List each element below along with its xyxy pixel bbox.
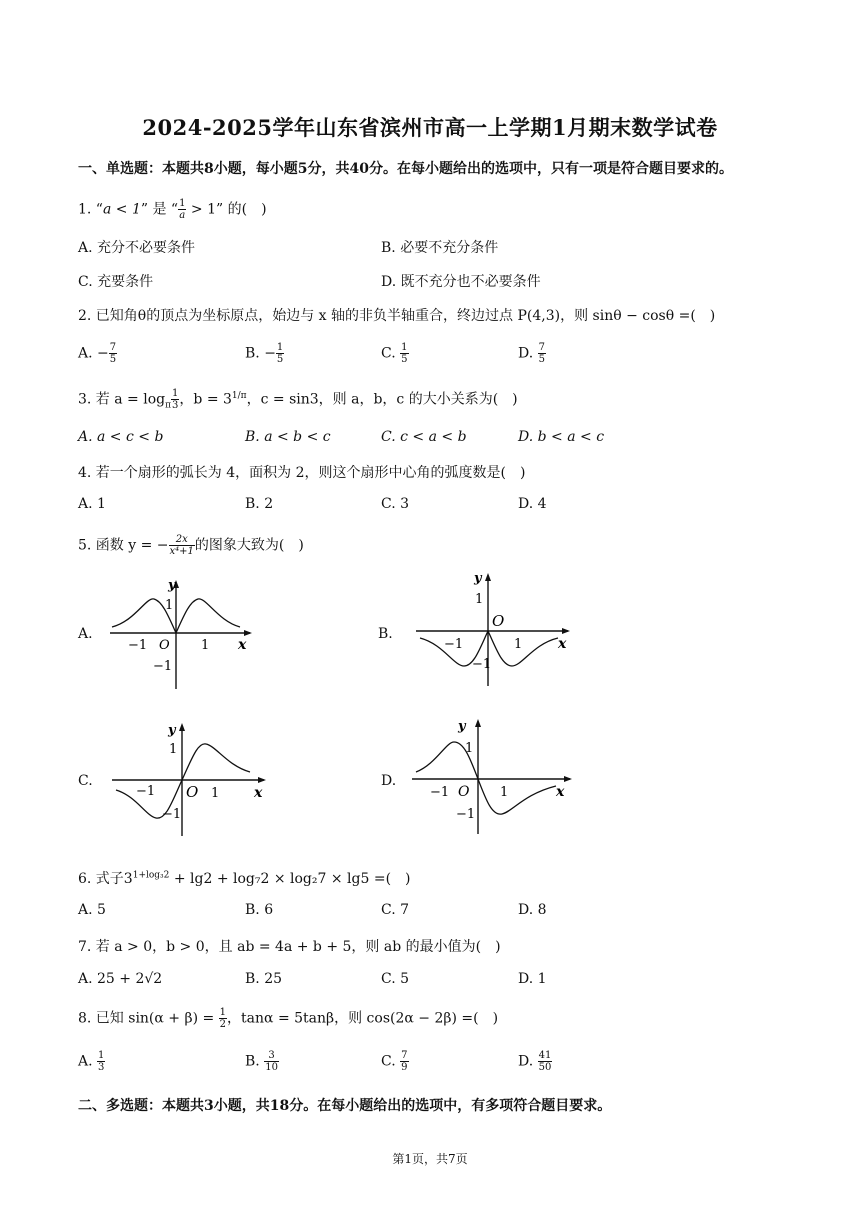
q5-graph-b (408, 568, 578, 688)
q5-option-d-label: D. (381, 773, 397, 789)
q6-option-c: C. 7 (381, 902, 410, 918)
section-heading-multiple-choice: 二、多选题：本题共3小题，共18分。在每小题给出的选项中，有多项符合题目要求。 (78, 1098, 612, 1114)
axis-label: y (168, 723, 176, 738)
axis-label: x (558, 636, 567, 652)
question-8: 8. 已知 sin(α + β) = $\frac{1}{2}$ ，tanα = 5tanβ，则 cos(2α − 2β) =( ) (78, 1007, 499, 1030)
q6-option-b: B. 6 (245, 902, 274, 918)
q1-text-mid: ” 是 “ (140, 201, 179, 218)
axis-label: −1 (456, 807, 476, 822)
q2-option-d: D. $\frac{7}{5}$ (518, 342, 546, 365)
q3-option-b: B. a < b < c (245, 429, 331, 445)
axis-label: O (186, 783, 199, 801)
question-5: 5. 函数 y = − $\frac{2x}{\text{x⁴+1}}$ 的图象大致为( ) (78, 534, 304, 557)
q4-option-b: B. 2 (245, 496, 274, 512)
q6-option-d: D. 8 (518, 902, 547, 918)
q8-option-d: D. $\frac{41}{50}$ (518, 1050, 552, 1073)
q1-condition-2: > 1 (186, 201, 216, 218)
axis-label: 1 (500, 785, 509, 800)
q3-option-d: D. b < a < c (518, 429, 605, 445)
axis-label: −1 (472, 657, 492, 672)
question-2: 2. 已知角θ的顶点为坐标原点，始边与 x 轴的非负半轴重合，终边过点 P(4,3)，则 sinθ − cosθ =( ) (78, 308, 716, 324)
q5-option-a-label: A. (78, 626, 93, 642)
q1-option-a: A. 充分不必要条件 (78, 240, 196, 256)
q8-option-a: A. $\frac{1}{3}$ (78, 1050, 105, 1073)
axis-label: −1 (153, 659, 173, 674)
q6-option-a: A. 5 (78, 902, 106, 918)
q4-option-a: A. 1 (78, 496, 106, 512)
axis-label: O (458, 784, 470, 800)
q1-option-c: C. 充要条件 (78, 274, 154, 290)
q5-option-b-label: B. (378, 626, 393, 642)
question-7: 7. 若 a > 0，b > 0，且 ab = 4a + b + 5，则 ab 的最小值为( ) (78, 939, 501, 955)
axis-label: 1 (169, 742, 178, 757)
page-title: 2024-2025学年山东省滨州市高一上学期1月期末数学试卷 (142, 115, 718, 140)
q5-graph-c (106, 718, 271, 840)
q5-option-c-label: C. (78, 773, 93, 789)
q5-graph-d (406, 712, 578, 836)
section-heading-single-choice: 一、单选题：本题共8小题，每小题5分，共40分。在每小题给出的选项中，只有一项是符合题目要求的。 (78, 161, 733, 177)
axis-label: 1 (165, 598, 174, 613)
axis-label: 1 (475, 592, 484, 607)
q4-option-c: C. 3 (381, 496, 410, 512)
axis-label: 1 (211, 786, 220, 801)
q1-option-d: D. 既不充分也不必要条件 (381, 274, 541, 290)
axis-label: 1 (465, 741, 474, 756)
q1-condition-1: a < 1 (102, 201, 141, 218)
page-footer: 第1页，共7页 (392, 1152, 468, 1166)
q3-option-c: C. c < a < b (381, 429, 467, 445)
question-1 (78, 198, 267, 221)
axis-label: O (492, 612, 505, 630)
q2-option-b: B. − $\frac{1}{5}$ (245, 342, 284, 365)
question-4: 4. 若一个扇形的弧长为 4，面积为 2，则这个扇形中心角的弧度数是( ) (78, 465, 526, 481)
axis-label: −1 (128, 638, 148, 653)
q7-option-c: C. 5 (381, 971, 410, 987)
axis-label: −1 (430, 785, 450, 800)
q1-text-post: ” 的( ) (216, 201, 267, 218)
axis-label: y (474, 571, 482, 586)
axis-label: −1 (136, 784, 156, 799)
axis-label: y (168, 578, 176, 593)
q7-option-a: A. 25 + 2√2 (78, 971, 163, 987)
q4-option-d: D. 4 (518, 496, 547, 512)
question-3: 3. 若 $a = \log_\pi$ $\frac{1}{3}$ ，$b = 3^{1/\pi}$，c = sin3，则 a，b，c 的大小关系为( ) (78, 388, 518, 411)
q7-option-d: D. 1 (518, 971, 547, 987)
axis-label: −1 (444, 637, 464, 652)
q1-option-b: B. 必要不充分条件 (381, 240, 499, 256)
q2-option-c: C. $\frac{1}{5}$ (381, 342, 408, 365)
axis-label: 1 (514, 637, 523, 652)
axis-label: x (254, 785, 263, 801)
q1-fraction: $\frac{1}{a}$ (179, 198, 186, 221)
axis-label: 1 (201, 638, 210, 653)
q2-option-a: A. − $\frac{7}{5}$ (78, 342, 117, 365)
q7-option-b: B. 25 (245, 971, 283, 987)
axis-label: x (238, 637, 247, 653)
q8-option-b: B. $\frac{3}{10}$ (245, 1050, 278, 1073)
axis-label: O (159, 638, 170, 653)
axis-label: −1 (162, 807, 182, 822)
q1-text-pre: 1. “ (78, 201, 103, 218)
axis-label: y (458, 719, 466, 734)
axis-label: x (556, 784, 565, 800)
q3-option-a: A. a < c < b (78, 429, 164, 445)
q8-option-c: C. $\frac{7}{9}$ (381, 1050, 408, 1073)
question-6: 6. 式子$3^{1+log_32} + \lg 2 + \log_72 \times \log_27 \times \lg 5$ =( ) (78, 870, 411, 887)
q5-graph-a (100, 575, 260, 693)
